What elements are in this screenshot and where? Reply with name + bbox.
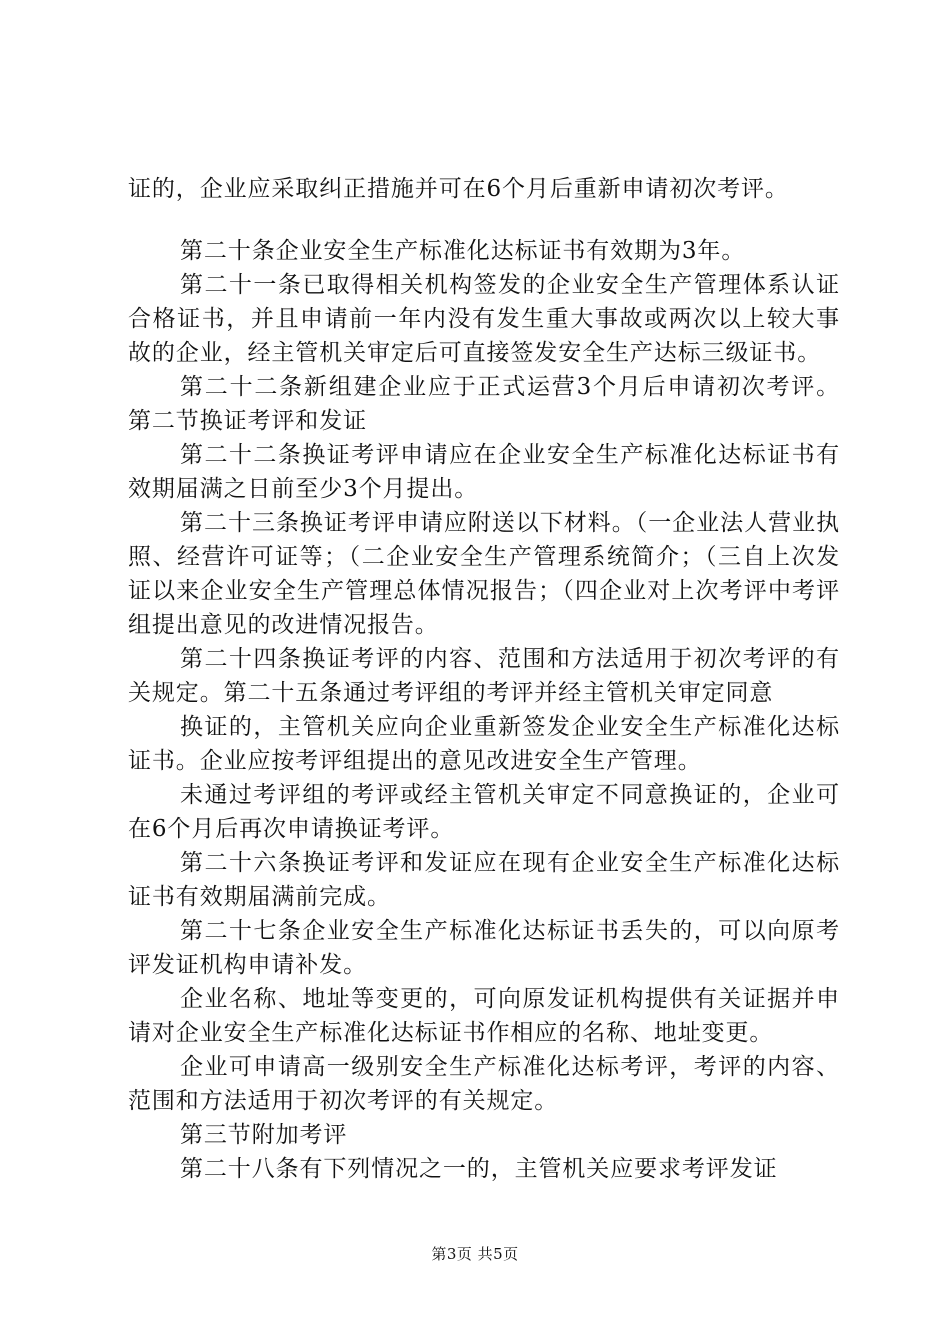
document-body bbox=[128, 172, 840, 1186]
paragraph-article-28: 第二十八条有下列情况之一的，主管机关应要求考评发证 bbox=[180, 1156, 778, 1182]
paragraph-article-22-renewal: 第二十二条换证考评申请应在企业安全生产标准化达标证书有效期届满之日前至少3个月提出。 bbox=[128, 442, 840, 502]
section-heading-additional-review: 第三节附加考评 bbox=[180, 1122, 348, 1148]
paragraph-article-27: 第二十七条企业安全生产标准化达标证书丢失的，可以向原考评发证机构申请补发。 bbox=[128, 918, 840, 978]
paragraph-article-23: 第二十三条换证考评申请应附送以下材料。（一企业法人营业执照、经营许可证等；（二企业安全生产管理系统简介；（三自上次发证以来企业安全生产管理总体情况报告；（四企业对上次考评中考评组提出意见的改进情况报告。 bbox=[128, 510, 840, 638]
page-number-footer: 第3页 共5页 bbox=[431, 1245, 519, 1263]
paragraph-higher-level: 企业可申请高一级别安全生产标准化达标考评，考评的内容、范围和方法适用于初次考评的有关规定。 bbox=[128, 1054, 840, 1114]
paragraph-article-20: 第二十条企业安全生产标准化达标证书有效期为3年。 bbox=[180, 238, 746, 264]
paragraph-article-26: 第二十六条换证考评和发证应在现有企业安全生产标准化达标证书有效期届满前完成。 bbox=[128, 850, 840, 910]
paragraph-name-address-change: 企业名称、地址等变更的，可向原发证机构提供有关证据并申请对企业安全生产标准化达标证书作相应的名称、地址变更。 bbox=[128, 986, 840, 1046]
paragraph-article-24-25: 第二十四条换证考评的内容、范围和方法适用于初次考评的有关规定。第二十五条通过考评组的考评并经主管机关审定同意 bbox=[128, 646, 840, 706]
paragraph-renewal-failed: 未通过考评组的考评或经主管机关审定不同意换证的，企业可在6个月后再次申请换证考评。 bbox=[128, 782, 840, 842]
paragraph-continuation: 证的，企业应采取纠正措施并可在6个月后重新申请初次考评。 bbox=[128, 176, 789, 202]
paragraph-renewal-issued: 换证的，主管机关应向企业重新签发企业安全生产标准化达标证书。企业应按考评组提出的意见改进安全生产管理。 bbox=[128, 714, 840, 774]
paragraph-article-21: 第二十一条已取得相关机构签发的企业安全生产管理体系认证合格证书，并且申请前一年内没有发生重大事故或两次以上较大事故的企业，经主管机关审定后可直接签发安全生产达标三级证书。 bbox=[128, 272, 840, 366]
paragraph-article-22-new-enterprise: 第二十二条新组建企业应于正式运营3个月后申请初次考评。第二节换证考评和发证 bbox=[128, 374, 840, 434]
